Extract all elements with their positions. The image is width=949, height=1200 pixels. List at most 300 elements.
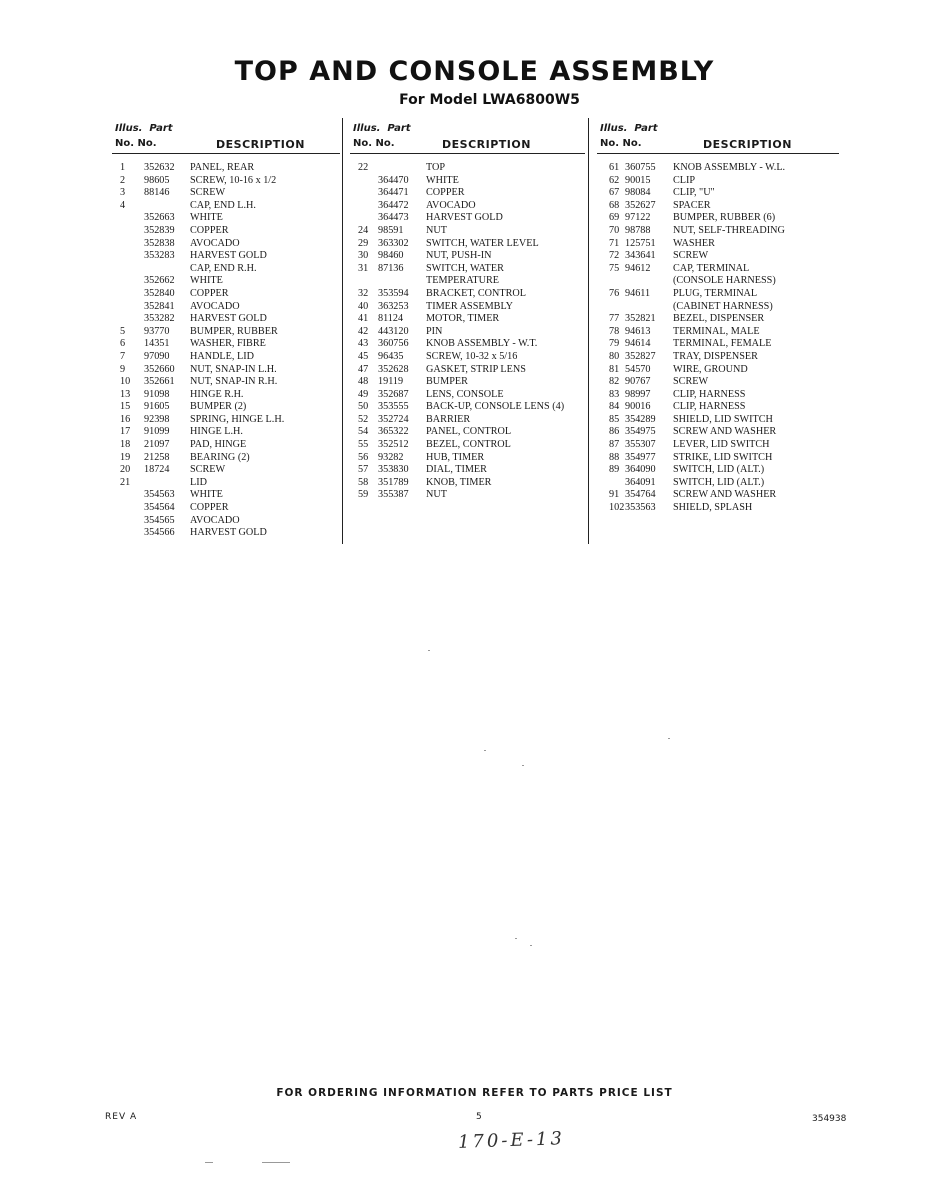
illus-number: 16	[120, 413, 131, 425]
illus-number: 61	[609, 162, 620, 173]
illus-number: 24	[358, 224, 369, 236]
part-number: 354564	[144, 502, 175, 514]
parts-row	[112, 364, 340, 377]
part-number: 353563	[625, 502, 656, 514]
part-description: CLIP, "U"	[673, 187, 715, 199]
part-description: GASKET, STRIP LENS	[426, 363, 526, 375]
part-number: 97122	[625, 212, 651, 224]
parts-row	[350, 238, 585, 251]
part-number: 352632	[144, 162, 175, 173]
parts-row	[350, 313, 585, 326]
part-number: 21097	[144, 439, 170, 451]
parts-row	[597, 477, 839, 490]
illus-number: 42	[358, 325, 369, 337]
part-description: LEVER, LID SWITCH	[673, 439, 770, 451]
illus-number: 56	[358, 451, 369, 463]
part-description: STRIKE, LID SWITCH	[673, 451, 773, 463]
header-illus-part: Illus. Part	[600, 123, 658, 134]
illus-number	[350, 200, 378, 213]
part-number: 125751	[625, 237, 656, 249]
part-number: 98084	[625, 187, 651, 199]
parts-row	[112, 200, 340, 213]
part-number	[378, 275, 426, 288]
parts-row	[350, 301, 585, 314]
parts-row	[597, 452, 839, 465]
illus-number	[112, 489, 144, 502]
parts-row	[112, 489, 340, 502]
parts-row	[350, 250, 585, 263]
part-description: BARRIER	[426, 413, 471, 425]
illus-number: 19	[120, 451, 131, 463]
parts-row	[112, 313, 340, 326]
parts-list	[112, 156, 340, 540]
parts-row	[350, 389, 585, 402]
part-description: PIN	[426, 325, 443, 337]
part-number: 21258	[144, 451, 170, 463]
part-number: 352838	[144, 237, 175, 249]
parts-row	[350, 364, 585, 377]
illus-number: 58	[358, 476, 369, 488]
scan-speck	[522, 765, 524, 766]
illus-number: 1	[120, 162, 126, 173]
part-description: BEZEL, DISPENSER	[673, 313, 765, 325]
parts-row	[350, 225, 585, 238]
part-number: 98460	[378, 250, 404, 262]
part-description: HARVEST GOLD	[190, 250, 267, 262]
part-number: 354764	[625, 489, 656, 501]
parts-row	[350, 351, 585, 364]
parts-column-3	[597, 118, 839, 515]
part-description: WASHER, FIBRE	[190, 338, 266, 350]
parts-row	[350, 439, 585, 452]
part-number: 92398	[144, 413, 170, 425]
part-number: 353555	[378, 401, 409, 413]
illus-number: 47	[358, 363, 369, 375]
parts-row	[350, 376, 585, 389]
part-description: PANEL, REAR	[190, 162, 255, 173]
header-illus-part: Illus. Part	[115, 123, 173, 134]
illus-number: 67	[609, 187, 620, 199]
part-number: 360756	[378, 338, 409, 350]
part-description: SCREW AND WASHER	[673, 489, 777, 501]
scan-speck	[530, 945, 532, 946]
part-number: 352687	[378, 388, 409, 400]
part-number	[144, 200, 190, 213]
parts-row	[112, 263, 340, 276]
illus-number	[350, 275, 378, 288]
header-rule	[597, 153, 839, 154]
part-description: WIRE, GROUND	[673, 363, 748, 375]
model-subtitle: For Model LWA6800W5	[399, 92, 580, 108]
parts-row	[597, 250, 839, 263]
parts-row	[350, 162, 585, 175]
scan-speck	[484, 750, 486, 751]
illus-number	[112, 212, 144, 225]
illus-number	[350, 187, 378, 200]
parts-row	[350, 326, 585, 339]
part-number: 364091	[625, 476, 656, 488]
part-description: WHITE	[426, 174, 459, 186]
part-number: 352724	[378, 413, 409, 425]
illus-number: 71	[609, 237, 620, 249]
part-description: BUMPER	[426, 376, 468, 388]
handwritten-note: 170-E-13	[457, 1128, 566, 1153]
part-description: AVOCADO	[426, 199, 476, 211]
header-description: DESCRIPTION	[703, 138, 792, 151]
part-description: SWITCH, WATER LEVEL	[426, 237, 539, 249]
part-number: 343641	[625, 250, 656, 262]
illus-number: 29	[358, 237, 369, 249]
illus-number	[112, 527, 144, 540]
illus-number: 81	[609, 363, 620, 375]
part-number: 90016	[625, 401, 651, 413]
part-number: 93770	[144, 325, 170, 337]
illus-number: 48	[358, 376, 369, 388]
illus-number: 84	[609, 401, 620, 413]
part-description: TERMINAL, FEMALE	[673, 338, 772, 350]
part-number: 19119	[378, 376, 404, 388]
part-number: 91605	[144, 401, 170, 413]
parts-row	[112, 414, 340, 427]
part-description: CLIP, HARNESS	[673, 388, 746, 400]
part-description: BUMPER (2)	[190, 401, 247, 413]
illus-number	[112, 263, 144, 276]
header-rule	[350, 153, 585, 154]
illus-number: 85	[609, 413, 620, 425]
part-number: 14351	[144, 338, 170, 350]
part-number: 98591	[378, 224, 404, 236]
part-description: AVOCADO	[190, 300, 240, 312]
parts-row	[597, 175, 839, 188]
illus-number: 13	[120, 388, 131, 400]
header-description: DESCRIPTION	[216, 138, 305, 151]
part-number: 354566	[144, 527, 175, 539]
part-description: HANDLE, LID	[190, 350, 254, 362]
illus-number: 54	[358, 426, 369, 438]
illus-number	[350, 175, 378, 188]
page-number: 5	[476, 1112, 482, 1122]
parts-row	[597, 313, 839, 326]
illus-number: 7	[120, 350, 126, 362]
part-number: 353594	[378, 287, 409, 299]
illus-number: 3	[120, 187, 126, 199]
parts-row	[597, 414, 839, 427]
illus-number: 59	[358, 489, 369, 501]
parts-row	[112, 426, 340, 439]
part-description: MOTOR, TIMER	[426, 313, 500, 325]
part-description: TRAY, DISPENSER	[673, 350, 758, 362]
parts-row	[350, 200, 585, 213]
part-number: 352840	[144, 287, 175, 299]
part-number: 91098	[144, 388, 170, 400]
part-description: HARVEST GOLD	[190, 313, 267, 325]
part-number: 18724	[144, 464, 170, 476]
parts-row	[112, 275, 340, 288]
part-number: 354975	[625, 426, 656, 438]
part-description: (CONSOLE HARNESS)	[673, 275, 776, 287]
ordering-note: FOR ORDERING INFORMATION REFER TO PARTS PRICE LIST	[276, 1087, 673, 1099]
parts-row	[112, 162, 340, 175]
parts-row	[112, 338, 340, 351]
part-description: KNOB ASSEMBLY - W.T.	[426, 338, 538, 350]
illus-number: 79	[609, 338, 620, 350]
part-description: SHIELD, SPLASH	[673, 502, 753, 514]
part-number: 364471	[378, 187, 409, 199]
illus-number: 49	[358, 388, 369, 400]
illus-number: 82	[609, 376, 620, 388]
parts-row	[597, 338, 839, 351]
part-description: PLUG, TERMINAL	[673, 287, 758, 299]
illus-number: 102	[609, 502, 625, 514]
parts-row	[350, 477, 585, 490]
part-description: PAD, HINGE	[190, 439, 247, 451]
part-number: 94612	[625, 262, 651, 274]
part-description: TIMER ASSEMBLY	[426, 300, 513, 312]
parts-row	[597, 401, 839, 414]
parts-row	[350, 275, 585, 288]
part-description: NUT, PUSH-IN	[426, 250, 492, 262]
part-number: 352841	[144, 300, 175, 312]
part-number: 81124	[378, 313, 404, 325]
part-number: 355307	[625, 439, 656, 451]
part-number: 88146	[144, 187, 170, 199]
illus-number: 68	[609, 199, 620, 211]
part-description: PANEL, CONTROL	[426, 426, 512, 438]
illus-number	[112, 238, 144, 251]
part-number: 352661	[144, 376, 175, 388]
part-description: NUT, SNAP-IN R.H.	[190, 376, 278, 388]
part-description: SPACER	[673, 199, 711, 211]
parts-row	[350, 452, 585, 465]
part-number: 90767	[625, 376, 651, 388]
scan-speck	[668, 738, 670, 739]
part-number: 94611	[625, 287, 651, 299]
part-description: KNOB, TIMER	[426, 476, 492, 488]
illus-number	[112, 250, 144, 263]
parts-row	[597, 464, 839, 477]
part-number: 97090	[144, 350, 170, 362]
part-description: SWITCH, WATER	[426, 262, 504, 274]
illus-number: 2	[120, 174, 126, 186]
part-description: CAP, END L.H.	[190, 199, 256, 211]
part-number	[625, 275, 673, 288]
part-number: 353830	[378, 464, 409, 476]
part-description: CAP, TERMINAL	[673, 262, 750, 274]
part-number: 352821	[625, 313, 656, 325]
illus-number: 22	[358, 162, 369, 173]
parts-row	[112, 225, 340, 238]
illus-number: 30	[358, 250, 369, 262]
parts-row	[112, 238, 340, 251]
parts-column-1	[112, 118, 340, 540]
part-description: SPRING, HINGE L.H.	[190, 413, 285, 425]
illus-number: 17	[120, 426, 131, 438]
illus-number: 75	[609, 262, 620, 274]
part-number: 354565	[144, 514, 175, 526]
parts-row	[350, 426, 585, 439]
parts-list	[597, 156, 839, 515]
part-description: WHITE	[190, 212, 223, 224]
illus-number: 10	[120, 376, 131, 388]
part-number: 363253	[378, 300, 409, 312]
parts-row	[350, 263, 585, 276]
part-description: COPPER	[190, 287, 229, 299]
parts-row	[597, 364, 839, 377]
header-no-no: No. No.	[115, 138, 157, 149]
illus-number: 4	[120, 199, 126, 211]
illus-number: 62	[609, 174, 620, 186]
parts-row	[597, 502, 839, 515]
part-number: 94613	[625, 325, 651, 337]
part-description: LENS, CONSOLE	[426, 388, 504, 400]
parts-row	[597, 187, 839, 200]
illus-number	[597, 301, 625, 314]
part-number: 360755	[625, 162, 656, 173]
part-description: SCREW	[673, 250, 709, 262]
parts-row	[112, 212, 340, 225]
parts-row	[597, 351, 839, 364]
part-number: 352512	[378, 439, 409, 451]
illus-number: 88	[609, 451, 620, 463]
parts-row	[112, 187, 340, 200]
part-number: 98997	[625, 388, 651, 400]
parts-row	[112, 439, 340, 452]
parts-row	[350, 464, 585, 477]
illus-number: 40	[358, 300, 369, 312]
illus-number: 32	[358, 287, 369, 299]
parts-row	[350, 187, 585, 200]
part-description: CAP, END R.H.	[190, 262, 257, 274]
column-divider	[342, 118, 343, 544]
illus-number: 77	[609, 313, 620, 325]
scan-speck	[262, 1162, 290, 1163]
part-description: TERMINAL, MALE	[673, 325, 760, 337]
parts-row	[597, 426, 839, 439]
part-description: TEMPERATURE	[426, 275, 500, 287]
part-number: 352663	[144, 212, 175, 224]
part-number: 364473	[378, 212, 409, 224]
part-number: 354563	[144, 489, 175, 501]
part-description: NUT	[426, 489, 447, 501]
illus-number: 87	[609, 439, 620, 451]
illus-number	[112, 288, 144, 301]
illus-number	[112, 515, 144, 528]
parts-row	[112, 464, 340, 477]
part-number: 353283	[144, 250, 175, 262]
illus-number: 50	[358, 401, 369, 413]
part-number: 351789	[378, 476, 409, 488]
parts-column-2	[350, 118, 585, 502]
illus-number: 86	[609, 426, 620, 438]
illus-number: 31	[358, 262, 369, 274]
parts-row	[350, 212, 585, 225]
illus-number: 45	[358, 350, 369, 362]
parts-row	[350, 288, 585, 301]
parts-row	[112, 351, 340, 364]
part-number: 364472	[378, 199, 409, 211]
part-number: 443120	[378, 325, 409, 337]
part-description: COPPER	[190, 502, 229, 514]
header-description: DESCRIPTION	[442, 138, 531, 151]
illus-number: 55	[358, 439, 369, 451]
page-title: TOP AND CONSOLE ASSEMBLY	[234, 56, 715, 87]
parts-row	[350, 401, 585, 414]
illus-number	[112, 313, 144, 326]
part-number: 98788	[625, 224, 651, 236]
part-number: 352827	[625, 350, 656, 362]
parts-row	[112, 401, 340, 414]
parts-row	[112, 376, 340, 389]
part-number: 96435	[378, 350, 404, 362]
parts-list	[350, 156, 585, 502]
illus-number: 70	[609, 224, 620, 236]
illus-number: 78	[609, 325, 620, 337]
part-number: 90015	[625, 174, 651, 186]
part-description: WHITE	[190, 275, 223, 287]
part-description: WASHER	[673, 237, 715, 249]
part-number: 352628	[378, 363, 409, 375]
parts-row	[112, 477, 340, 490]
part-number: 352660	[144, 363, 175, 375]
parts-row	[597, 301, 839, 314]
illus-number: 76	[609, 287, 620, 299]
parts-row	[350, 338, 585, 351]
part-number: 352627	[625, 199, 656, 211]
illus-number: 80	[609, 350, 620, 362]
part-description: BUMPER, RUBBER	[190, 325, 278, 337]
header-rule	[112, 153, 340, 154]
parts-row	[597, 238, 839, 251]
part-description: BEARING (2)	[190, 451, 250, 463]
parts-row	[350, 489, 585, 502]
part-number: 352662	[144, 275, 175, 287]
column-header	[597, 118, 839, 156]
illus-number: 18	[120, 439, 131, 451]
parts-row	[112, 502, 340, 515]
part-description: SCREW	[190, 464, 226, 476]
part-number: 363302	[378, 237, 409, 249]
illus-number: 72	[609, 250, 620, 262]
part-description: HINGE L.H.	[190, 426, 243, 438]
part-number	[625, 301, 673, 314]
part-number: 353282	[144, 313, 175, 325]
part-description: SHIELD, LID SWITCH	[673, 413, 773, 425]
parts-row	[350, 414, 585, 427]
part-description: TOP	[426, 162, 446, 173]
column-header	[112, 118, 340, 156]
part-description: COPPER	[190, 224, 229, 236]
parts-row	[112, 326, 340, 339]
part-description: LID	[190, 476, 207, 488]
part-number: 355387	[378, 489, 409, 501]
part-number: 91099	[144, 426, 170, 438]
part-description: SWITCH, LID (ALT.)	[673, 464, 765, 476]
parts-row	[597, 263, 839, 276]
part-description: HARVEST GOLD	[426, 212, 503, 224]
illus-number	[112, 275, 144, 288]
parts-row	[112, 250, 340, 263]
illus-number	[112, 225, 144, 238]
part-number: 364090	[625, 464, 656, 476]
part-description: DIAL, TIMER	[426, 464, 487, 476]
illus-number	[597, 275, 625, 288]
part-number: 354289	[625, 413, 656, 425]
part-description: SCREW AND WASHER	[673, 426, 777, 438]
part-description: SCREW	[190, 187, 226, 199]
part-description: BUMPER, RUBBER (6)	[673, 212, 776, 224]
parts-row	[350, 175, 585, 188]
parts-row	[597, 326, 839, 339]
